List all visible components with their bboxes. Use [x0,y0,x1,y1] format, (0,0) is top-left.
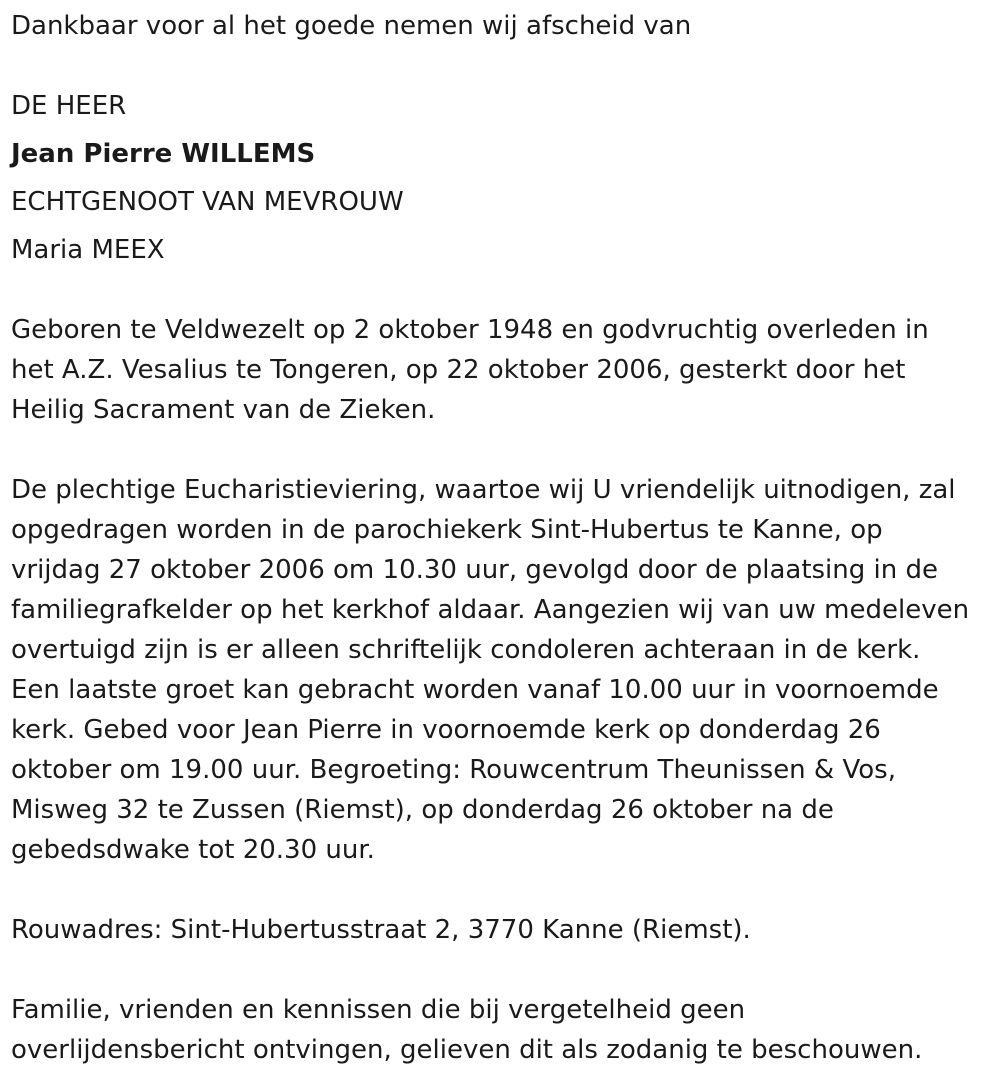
mourning-address: Rouwadres: Sint-Hubertusstraat 2, 3770 Kanne (Riemst). [11,915,751,945]
spacer [11,950,996,990]
paragraph-line: het A.Z. Vesalius te Tongeren, op 22 oktober 2006, gesterkt door het [11,355,906,385]
paragraph-line: vrijdag 27 oktober 2006 om 10.30 uur, gevolgd door de plaatsing in de [11,555,938,585]
honorific: DE HEER [11,91,127,121]
paragraph-line: oktober om 19.00 uur. Begroeting: Rouwcentrum Theunissen & Vos, [11,755,896,785]
obituary-notice [11,6,996,1070]
paragraph-line: gebedsdwake tot 20.30 uur. [11,835,375,865]
spacer [11,46,996,86]
spacer [11,430,996,470]
spacer [11,870,996,910]
paragraph-line: Geboren te Veldwezelt op 2 oktober 1948 en godvruchtig overleden in [11,315,929,345]
paragraph-line: Misweg 32 te Zussen (Riemst), op donderdag 26 oktober na de [11,795,834,825]
relation-text: ECHTGENOOT VAN MEVROUW [11,187,404,217]
paragraph-line: opgedragen worden in de parochiekerk Sint-Hubertus te Kanne, op [11,515,883,545]
paragraph-line: familiegrafkelder op het kerkhof aldaar. Aangezien wij van uw medeleven [11,595,970,625]
spacer [11,274,996,310]
closing-paragraph [11,990,996,1070]
ceremony-paragraph [11,470,996,870]
paragraph-line: Een laatste groet kan gebracht worden vanaf 10.00 uur in voornoemde [11,675,939,705]
paragraph-line: De plechtige Eucharistieviering, waartoe wij U vriendelijk uitnodigen, zal [11,475,956,505]
deceased-name: Jean Pierre WILLEMS [11,139,316,169]
paragraph-line: Familie, vrienden en kennissen die bij vergetelheid geen [11,995,746,1025]
birth-death-paragraph [11,310,996,430]
paragraph-line: Heilig Sacrament van de Zieken. [11,395,436,425]
intro-text: Dankbaar voor al het goede nemen wij afscheid van [11,11,692,41]
paragraph-line: kerk. Gebed voor Jean Pierre in voornoemde kerk op donderdag 26 [11,715,881,745]
paragraph-line: overlijdensbericht ontvingen, gelieven dit als zodanig te beschouwen. [11,1035,923,1065]
spouse-name: Maria MEEX [11,235,165,265]
paragraph-line: overtuigd zijn is er alleen schriftelijk condoleren achteraan in de kerk. [11,635,921,665]
